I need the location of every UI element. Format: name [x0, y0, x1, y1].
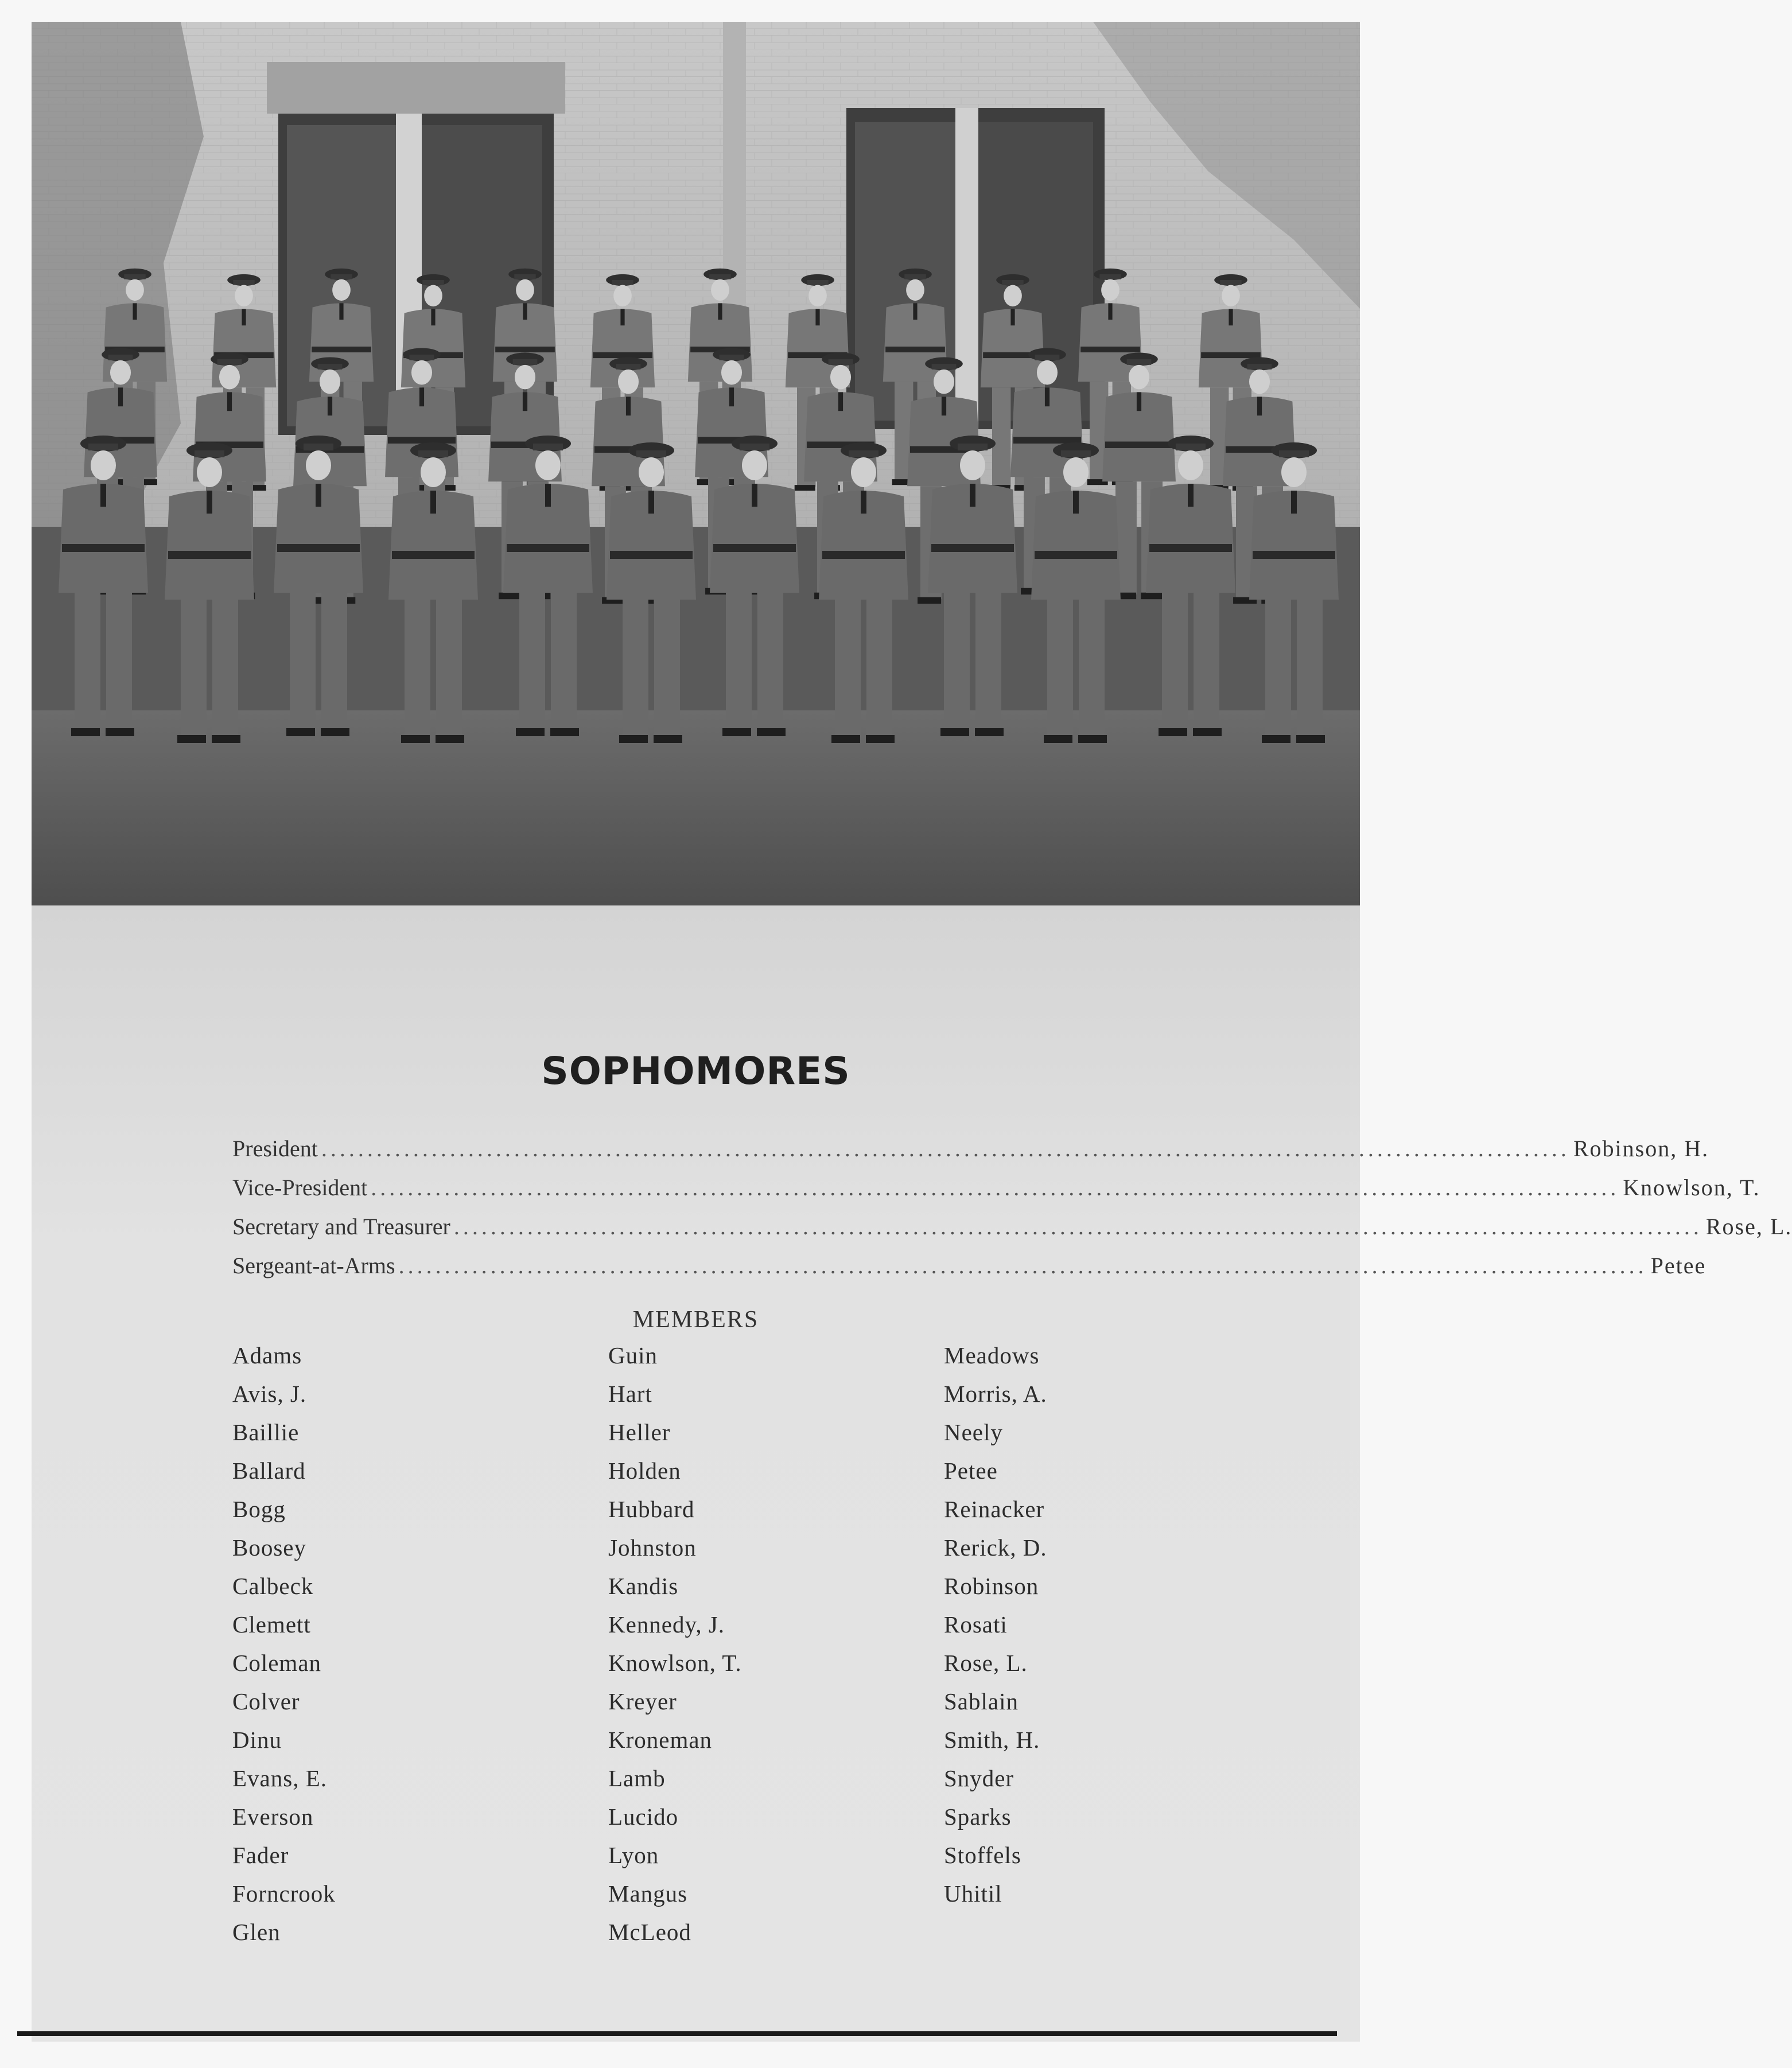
- group-photo-icon: [32, 22, 1360, 905]
- member-name: Boosey: [232, 1534, 306, 1561]
- member-name: Ballard: [232, 1457, 306, 1484]
- officer-row-vice-president: [232, 1174, 1760, 1213]
- member-name: Morris, A.: [944, 1381, 1047, 1407]
- yearbook-page: [32, 22, 1792, 2042]
- member-name: Rerick, D.: [944, 1534, 1047, 1561]
- officer-title: Vice-President: [232, 1175, 368, 1200]
- member-name: Uhitil: [944, 1880, 1002, 1907]
- member-name: Robinson: [944, 1573, 1039, 1599]
- dot-leader: ........................................................................................................................................: [398, 1253, 1647, 1278]
- member-name: Meadows: [944, 1342, 1040, 1369]
- dot-leader: ........................................................................................................................................: [371, 1175, 1620, 1200]
- member-name: Bogg: [232, 1496, 286, 1522]
- members-heading: MEMBERS: [632, 1307, 759, 1333]
- member-name: Lucido: [608, 1803, 679, 1830]
- member-name: Stoffels: [944, 1842, 1021, 1868]
- member-name: Petee: [944, 1457, 998, 1484]
- member-name: Rosati: [944, 1611, 1008, 1638]
- member-name: Sparks: [944, 1803, 1012, 1830]
- members-column-1: [232, 1342, 336, 1957]
- member-name: Heller: [608, 1419, 671, 1445]
- member-name: Evans, E.: [232, 1765, 327, 1791]
- officer-name: Rose, L.: [1705, 1214, 1792, 1239]
- member-name: Rose, L.: [944, 1650, 1028, 1676]
- officer-row-president: [232, 1135, 1709, 1174]
- member-name: Holden: [608, 1457, 681, 1484]
- member-name: Sablain: [944, 1688, 1019, 1715]
- member-name: Baillie: [232, 1419, 300, 1445]
- member-name: Kennedy, J.: [608, 1611, 725, 1638]
- member-name: Lyon: [608, 1842, 659, 1868]
- officer-row-sergeant-at-arms: [232, 1252, 1707, 1291]
- member-name: Forncrook: [232, 1880, 336, 1907]
- member-name: Calbeck: [232, 1573, 314, 1599]
- member-name: Avis, J.: [232, 1381, 307, 1407]
- member-name: Dinu: [232, 1727, 282, 1753]
- member-name: Guin: [608, 1342, 658, 1369]
- officer-name: Robinson, H.: [1573, 1136, 1709, 1161]
- members-column-2: [608, 1342, 742, 1957]
- officer-title: President: [232, 1136, 318, 1161]
- group-photo: [32, 22, 1360, 905]
- officers-list: [232, 1135, 1792, 1291]
- member-name: Kandis: [608, 1573, 679, 1599]
- member-name: Fader: [232, 1842, 289, 1868]
- member-name: Neely: [944, 1419, 1003, 1445]
- member-name: Lamb: [608, 1765, 666, 1791]
- member-name: Kroneman: [608, 1727, 713, 1753]
- member-name: Knowlson, T.: [608, 1650, 742, 1676]
- officer-name: Knowlson, T.: [1623, 1175, 1760, 1200]
- member-name: Glen: [232, 1919, 281, 1945]
- bottom-rule: [17, 2031, 1337, 2036]
- dot-leader: ........................................................................................................................................: [321, 1136, 1570, 1161]
- officer-title: Sergeant-at-Arms: [232, 1253, 395, 1278]
- members-column-3: [944, 1342, 1047, 1918]
- officer-name: Petee: [1650, 1253, 1707, 1278]
- member-name: Adams: [232, 1342, 302, 1369]
- member-name: McLeod: [608, 1919, 691, 1945]
- dot-leader: ........................................................................................................................................: [453, 1214, 1702, 1239]
- member-name: Colver: [232, 1688, 300, 1715]
- officer-row-secretary-treasurer: [232, 1213, 1792, 1252]
- member-name: Smith, H.: [944, 1727, 1040, 1753]
- page-title: SOPHOMORES: [541, 1049, 850, 1093]
- member-name: Coleman: [232, 1650, 322, 1676]
- member-name: Clemett: [232, 1611, 311, 1638]
- member-name: Everson: [232, 1803, 314, 1830]
- member-name: Mangus: [608, 1880, 688, 1907]
- member-name: Snyder: [944, 1765, 1014, 1791]
- member-name: Johnston: [608, 1534, 697, 1561]
- member-name: Reinacker: [944, 1496, 1045, 1522]
- officer-title: Secretary and Treasurer: [232, 1214, 450, 1239]
- member-name: Hubbard: [608, 1496, 695, 1522]
- member-name: Kreyer: [608, 1688, 677, 1715]
- member-name: Hart: [608, 1381, 652, 1407]
